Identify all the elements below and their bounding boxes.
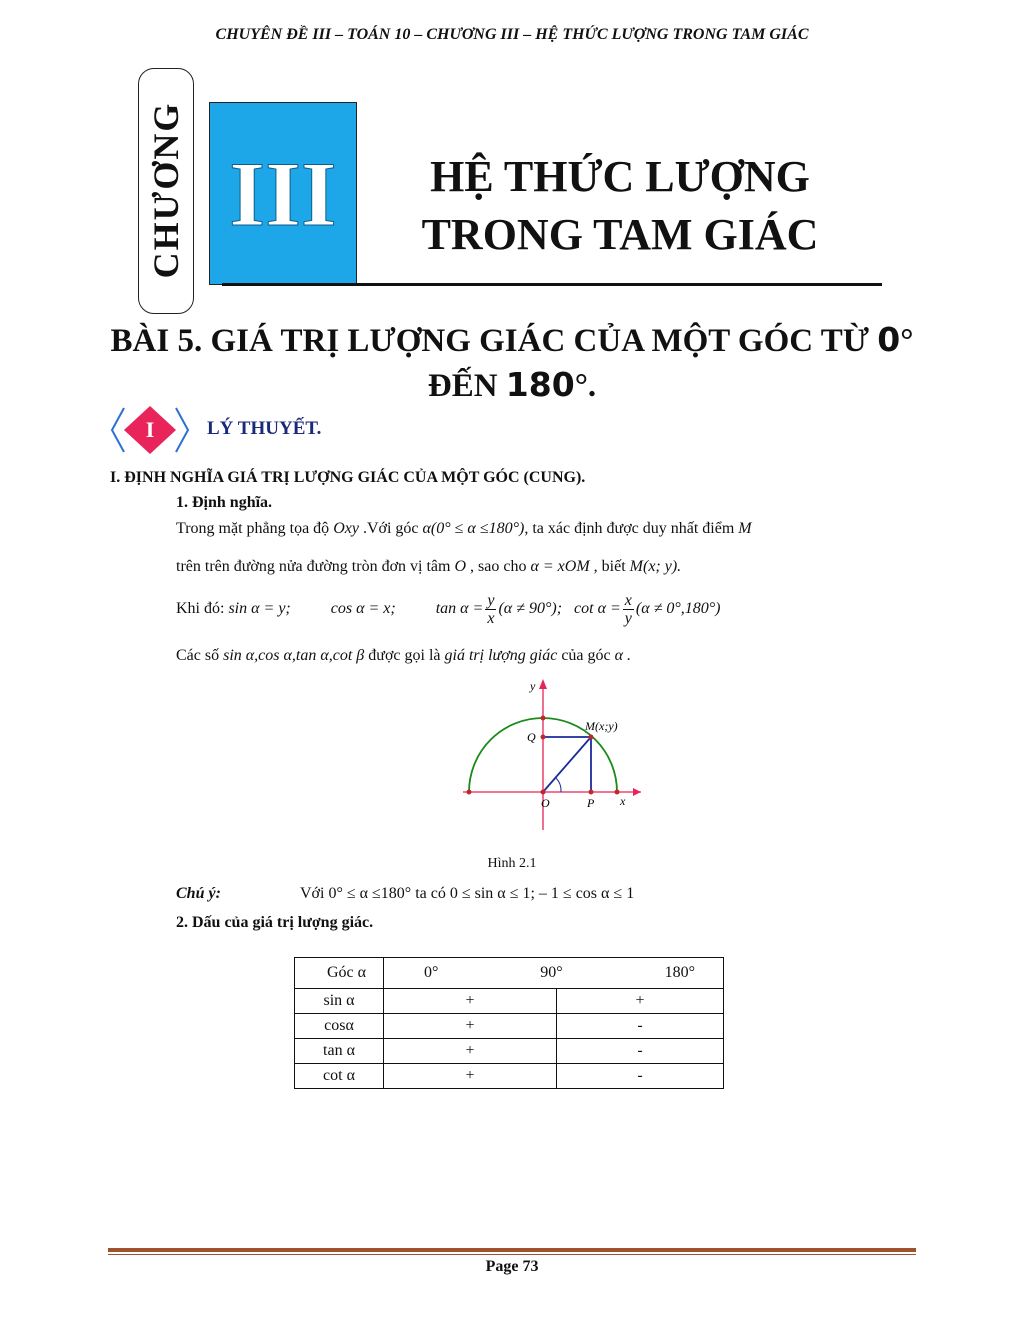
point-q bbox=[541, 735, 546, 740]
sign-q1: + bbox=[384, 989, 557, 1014]
p2-angle-eq: α = xOM bbox=[530, 558, 590, 575]
running-header: CHUYÊN ĐỀ III – TOÁN 10 – CHƯƠNG III – HỆ THỨC LƯỢNG TRONG TAM GIÁC bbox=[215, 26, 809, 43]
point-b bbox=[541, 716, 546, 721]
lesson-deg-from: 0 bbox=[877, 320, 901, 359]
chapter-number: III bbox=[229, 142, 337, 245]
p1-point-m: M bbox=[738, 520, 752, 537]
point-p bbox=[589, 790, 594, 795]
chapter-title-line2: TRONG TAM GIÁC bbox=[421, 210, 819, 259]
cot-formula: cot α = bbox=[574, 600, 621, 618]
tan-numerator: y bbox=[487, 592, 495, 609]
sign-q2: + bbox=[557, 989, 724, 1014]
label-x: x bbox=[620, 794, 626, 808]
definition-subheading: 1. Định nghĩa. bbox=[176, 494, 273, 511]
p4-text-c: của góc bbox=[557, 647, 615, 664]
fn-cell: sin α bbox=[295, 989, 384, 1014]
sign-table-row bbox=[295, 989, 724, 1014]
sign-q1: + bbox=[384, 1064, 557, 1089]
header-deg180: 180° bbox=[664, 964, 695, 981]
definition-paragraph-2 bbox=[176, 558, 681, 576]
fn-cell: tan α bbox=[295, 1039, 384, 1064]
section-heading: LÝ THUYẾT. bbox=[207, 418, 322, 439]
lesson-deg-symbol: ° bbox=[900, 323, 914, 359]
definition-formulas bbox=[176, 592, 721, 627]
lesson-line2-suffix: °. bbox=[574, 368, 597, 404]
fn-cell: cosα bbox=[295, 1014, 384, 1039]
footer-rule-thick bbox=[108, 1248, 916, 1252]
p2-center-o: O bbox=[454, 558, 467, 575]
cot-fraction bbox=[623, 592, 634, 627]
chapter-title bbox=[360, 148, 880, 264]
note-text: Với 0° ≤ α ≤180° ta có 0 ≤ sin α ≤ 1; – 1 ≤ cos α ≤ 1 bbox=[300, 885, 635, 902]
section-badge-label: I bbox=[145, 417, 155, 442]
sign-table-row bbox=[295, 1014, 724, 1039]
p2-text-b: , sao cho bbox=[466, 558, 531, 575]
tan-formula: tan α = bbox=[435, 600, 484, 618]
sin-formula: sin α = y; bbox=[228, 600, 291, 618]
lesson-line2-prefix: ĐẾN bbox=[427, 368, 506, 404]
p4-function-list: sin α,cos α,tan α,cot β bbox=[223, 647, 365, 664]
chapter-divider bbox=[222, 283, 882, 286]
section-badge-left-chevron bbox=[112, 408, 124, 452]
lesson-title-prefix: BÀI 5. GIÁ TRỊ LƯỢNG GIÁC CỦA MỘT GÓC TỪ bbox=[110, 323, 878, 359]
p4-text-a: Các số bbox=[176, 647, 224, 664]
section-badge-icon bbox=[110, 404, 190, 456]
header-deg90: 90° bbox=[540, 964, 563, 981]
signs-subheading: 2. Dấu của giá trị lượng giác. bbox=[176, 914, 374, 931]
tan-condition: (α ≠ 90°); bbox=[498, 600, 563, 618]
sign-q2: - bbox=[557, 1064, 724, 1089]
definition-heading: I. ĐỊNH NGHĨA GIÁ TRỊ LƯỢNG GIÁC CỦA MỘT GÓC (CUNG). bbox=[110, 469, 586, 486]
header-degrees bbox=[384, 958, 724, 989]
footer-rule-thin bbox=[108, 1254, 916, 1255]
point-o bbox=[541, 790, 546, 795]
p1-oxy: Oxy bbox=[333, 520, 359, 537]
header-deg0: 0° bbox=[424, 964, 439, 981]
p4-text-b: được gọi là bbox=[364, 647, 445, 664]
tan-denominator: x bbox=[487, 610, 495, 627]
chapter-title-line1: HỆ THỨC LƯỢNG bbox=[430, 152, 810, 201]
p1-text-c: , ta xác định được duy nhất điểm bbox=[524, 520, 739, 537]
sign-q2: - bbox=[557, 1039, 724, 1064]
lesson-title bbox=[60, 318, 964, 408]
label-o: O bbox=[541, 796, 550, 810]
sign-table-row bbox=[295, 1039, 724, 1064]
definition-paragraph-4 bbox=[176, 647, 631, 665]
p2-text-a: trên trên đường nửa đường tròn đơn vị tâm bbox=[176, 558, 455, 575]
cos-formula: cos α = x; bbox=[330, 600, 396, 618]
cot-condition: (α ≠ 0°,180°) bbox=[635, 600, 721, 618]
p1-text-b: .Với góc bbox=[358, 520, 423, 537]
p1-text-a: Trong mặt phẳng tọa độ bbox=[176, 520, 334, 537]
formulas-label: Khi đó: bbox=[176, 600, 229, 618]
x-axis-arrow-icon bbox=[633, 788, 641, 796]
unit-semicircle-diagram bbox=[455, 675, 645, 835]
definition-paragraph-1 bbox=[176, 520, 752, 538]
p2-point-m: M(x; y). bbox=[629, 558, 682, 575]
sign-q1: + bbox=[384, 1039, 557, 1064]
point-a bbox=[615, 790, 620, 795]
sign-table-row bbox=[295, 1064, 724, 1089]
sign-q2: - bbox=[557, 1014, 724, 1039]
header-angle: Góc α bbox=[295, 958, 384, 989]
point-m bbox=[589, 735, 594, 740]
angle-alpha-arc bbox=[556, 778, 561, 792]
label-y: y bbox=[530, 679, 536, 693]
label-q: Q bbox=[527, 730, 536, 744]
chapter-tab-label: CHƯƠNG bbox=[146, 101, 186, 279]
p1-condition: α(0° ≤ α ≤180°) bbox=[422, 520, 525, 537]
label-p: P bbox=[587, 796, 595, 810]
section-badge-right-chevron bbox=[176, 408, 188, 452]
cot-numerator: x bbox=[624, 592, 632, 609]
sign-q1: + bbox=[384, 1014, 557, 1039]
label-m: M(x;y) bbox=[585, 719, 618, 733]
p4-term: giá trị lượng giác bbox=[444, 647, 558, 664]
page-number: Page 73 bbox=[485, 1258, 539, 1275]
lesson-deg-to: 180 bbox=[505, 365, 575, 404]
note-label: Chú ý: bbox=[176, 885, 221, 902]
sign-table bbox=[294, 957, 724, 1089]
fn-cell: cot α bbox=[295, 1064, 384, 1089]
p4-alpha: α . bbox=[614, 647, 632, 664]
tan-fraction bbox=[485, 592, 496, 627]
cot-denominator: y bbox=[624, 610, 632, 627]
y-axis-arrow-icon bbox=[539, 679, 547, 689]
segment-om bbox=[543, 737, 591, 792]
figure-caption: Hình 2.1 bbox=[487, 856, 537, 871]
point-a-prime bbox=[467, 790, 472, 795]
p2-text-c: , biết bbox=[589, 558, 630, 575]
sign-table-header-row bbox=[295, 958, 724, 989]
